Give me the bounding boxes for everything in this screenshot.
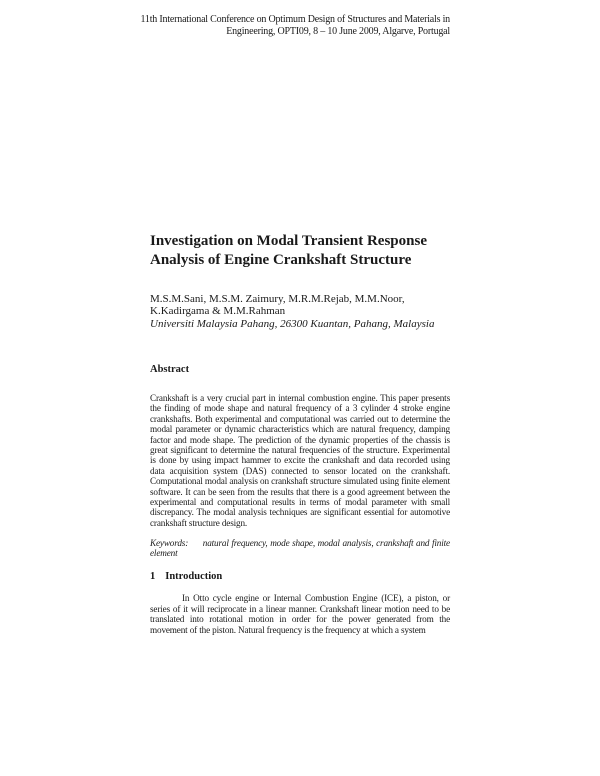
abstract-body: Crankshaft is a very crucial part in internal combustion engine. This paper presents the finding of mode shape and natural frequency of a 3 cylinder 4 stroke engine crankshafts. Both experimental and computational was carried out to determine the modal parameter or dynamic characteristics which are natural frequency, damping factor and mode shape. The prediction of the dynamic properties of the chassis is great significant to determine the natural frequencies of the structure. Experimental is done by using impact hammer to excite the crankshaft and data recorded using data acquisition system (DAS) connected to sensor located on the crankshaft. Computational modal analysis on crankshaft structure simulated using finite element software. It can be seen from the results that there is a good agreement between the experimental and computational results in terms of modal parameter with small discrepancy. The modal analysis techniques are significant essential for automotive crankshaft structure design. (150, 393, 450, 528)
author-list-line-1: M.S.M.Sani, M.S.M. Zaimury, M.R.M.Rejab, M.M.Noor, (150, 293, 405, 305)
keywords-label: Keywords: (150, 538, 189, 548)
keywords (150, 538, 450, 559)
section-heading-introduction (150, 571, 222, 582)
section-title: Introduction (165, 571, 223, 582)
keywords-list: natural frequency, mode shape, modal analysis, crankshaft and finite element (150, 538, 450, 559)
section-number: 1 (150, 571, 156, 582)
paper-title (150, 232, 450, 270)
introduction-body (150, 593, 450, 635)
conference-header (110, 14, 450, 38)
affiliation: Universiti Malaysia Pahang, 26300 Kuantan, Pahang, Malaysia (150, 318, 435, 330)
paper-title-line-2: Analysis of Engine Crankshaft Structure (150, 252, 412, 268)
abstract-heading: Abstract (150, 364, 190, 375)
conference-header-line-1: 11th International Conference on Optimum Design of Structures and Materials in (140, 14, 450, 25)
paper-title-line-1: Investigation on Modal Transient Response (150, 233, 427, 249)
author-list-line-2: K.Kadirgama & M.M.Rahman (150, 305, 286, 317)
author-list (150, 293, 450, 317)
introduction-paragraph: In Otto cycle engine or Internal Combustion Engine (ICE), a piston, or series of it will reciprocate in a linear manner. Crankshaft linear motion need to be translated into rotational motion in order for the power generated from the movement of the piston. Natural frequency is the frequency at which a system (150, 593, 450, 635)
conference-header-line-2: Engineering, OPTI09, 8 – 10 June 2009, Algarve, Portugal (226, 26, 450, 37)
